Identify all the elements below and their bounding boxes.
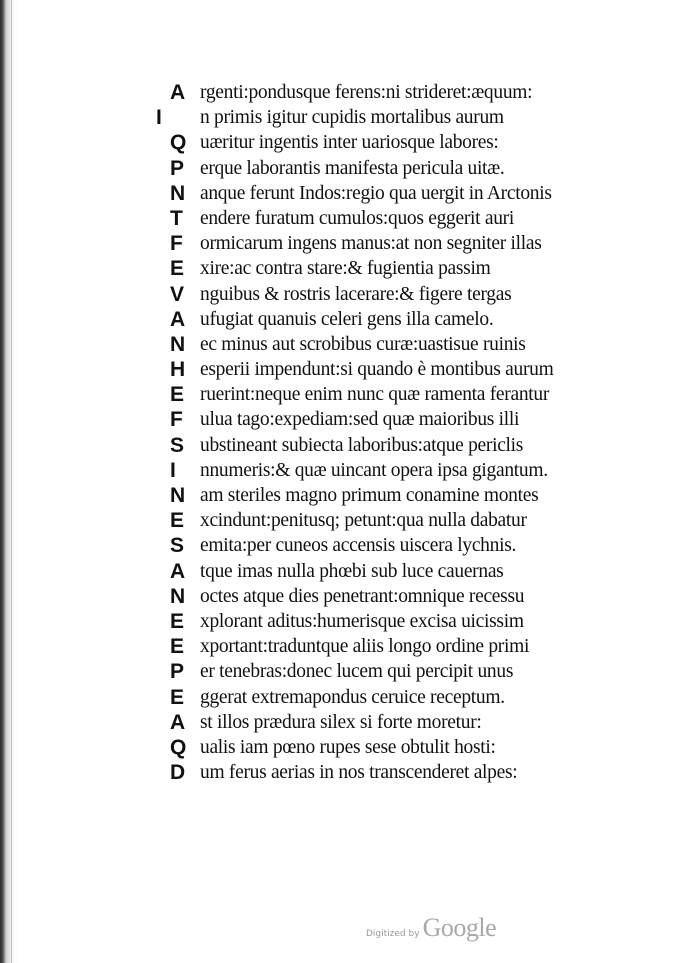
verse-initial-letter: E: [170, 609, 185, 633]
verse-line: [156, 634, 656, 659]
verse-line: [156, 130, 656, 155]
verse-line: [156, 307, 656, 332]
verse-initial-letter: S: [170, 534, 185, 558]
verse-text: ufugiat quanuis celeri gens illa camelo.: [200, 308, 494, 330]
verse-text: ormicarum ingens manus:at non segniter illas: [200, 233, 542, 255]
verse-line: [156, 760, 656, 785]
verse-text: anque ferunt Indos:regio qua uergit in Arctonis: [200, 182, 552, 204]
verse-text: xcindunt:penitusq; petunt:qua nulla dabatur: [200, 510, 527, 532]
verse-text: xportant:traduntque aliis longo ordine primi: [200, 636, 530, 658]
verse-text: uæritur ingentis inter uariosque labores:: [200, 132, 499, 154]
verse-text: er tenebras:donec lucem qui percipit unus: [200, 661, 514, 683]
verse-text: am steriles magno primum conamine montes: [200, 485, 539, 506]
verse-line: [156, 458, 656, 483]
verse-line: [156, 735, 656, 760]
verse-initial-letter: E: [170, 257, 185, 281]
verse-initial-letter: T: [170, 206, 183, 230]
verse-text: erque laborantis manifesta pericula uitæ.: [200, 157, 505, 179]
verse-line: [156, 609, 656, 634]
verse-line: [156, 231, 656, 256]
verse-line: [156, 80, 656, 105]
verse-initial-letter: I: [170, 458, 176, 482]
verse-line: [156, 433, 656, 458]
verse-initial-letter: N: [170, 181, 186, 205]
verse-text: octes atque dies penetrant:omnique recessu: [200, 585, 525, 607]
verse-text: rgenti:pondusque ferens:ni strideret:æquum:: [200, 82, 533, 103]
verse-line: [156, 256, 656, 281]
verse-line: [156, 533, 656, 558]
verse-text: emita:per cuneos accensis uiscera lychnis.: [200, 535, 517, 557]
poem-text-block: [156, 80, 656, 785]
page-binding-line: [11, 0, 12, 963]
verse-text: ubstineant subiecta laboribus:atque periclis: [200, 434, 524, 456]
verse-line: [156, 659, 656, 684]
verse-text: xplorant aditus:humerisque excisa uicissim: [200, 610, 524, 632]
verse-initial-letter: E: [170, 635, 185, 659]
verse-text: endere furatum cumulos:quos eggerit auri: [200, 207, 514, 229]
verse-text: ggerat extremapondus ceruice receptum.: [200, 686, 505, 708]
page-binding-edge: [0, 0, 18, 963]
verse-line: [156, 357, 656, 382]
verse-initial-letter: A: [170, 307, 186, 331]
verse-line: [156, 407, 656, 432]
verse-text: esperii impendunt:si quando è montibus aurum: [200, 359, 554, 381]
verse-text: um ferus aerias in nos transcenderet alpes:: [200, 762, 518, 784]
verse-line: [156, 584, 656, 609]
verse-initial-letter: A: [170, 81, 186, 104]
verse-text: ec minus aut scrobibus curæ:uastisue ruinis: [200, 333, 526, 355]
verse-text: st illos prædura silex si forte moretur:: [200, 711, 482, 733]
verse-text: ruerint:neque enim nunc quæ ramenta ferantur: [200, 384, 550, 406]
verse-line: [156, 206, 656, 231]
verse-text: nguibus & rostris lacerare:& figere tergas: [200, 283, 512, 305]
google-logo: Google: [422, 913, 497, 942]
verse-line: [156, 382, 656, 407]
verse-initial-letter: A: [170, 710, 186, 734]
verse-line: [156, 559, 656, 584]
verse-line: [156, 105, 656, 130]
verse-line: [156, 710, 656, 735]
verse-line: [156, 156, 656, 181]
verse-initial-letter: E: [170, 383, 185, 407]
verse-text: xire:ac contra stare:& fugientia passim: [200, 258, 491, 280]
verse-line: [156, 282, 656, 307]
verse-line: [156, 483, 656, 508]
verse-initial-letter: P: [170, 660, 185, 684]
verse-initial-letter: F: [170, 408, 183, 432]
digitization-credit: [366, 913, 496, 943]
verse-text: n primis igitur cupidis mortalibus aurum: [200, 107, 504, 129]
verse-initial-letter: N: [170, 332, 186, 356]
verse-text: ualis iam pœno rupes sese obtulit hosti:: [200, 736, 496, 758]
verse-initial-letter: E: [170, 685, 185, 709]
verse-line: [156, 332, 656, 357]
verse-initial-letter: E: [170, 509, 185, 533]
digitized-by-label: Digitized by: [366, 929, 420, 939]
verse-initial-letter: Q: [170, 131, 187, 155]
verse-line: [156, 181, 656, 206]
verse-text: tque imas nulla phœbi sub luce cauernas: [200, 560, 504, 582]
verse-line: [156, 685, 656, 710]
verse-text: ulua tago:expediam:sed quæ maioribus illi: [200, 409, 520, 431]
verse-initial-letter: N: [170, 584, 186, 608]
verse-initial-letter: N: [170, 484, 186, 507]
verse-initial-letter: I: [156, 106, 162, 130]
verse-initial-letter: V: [170, 282, 185, 306]
verse-initial-letter: A: [170, 559, 186, 583]
verse-initial-letter: D: [170, 761, 186, 785]
verse-initial-letter: F: [170, 232, 183, 256]
verse-line: [156, 508, 656, 533]
verse-initial-letter: S: [170, 433, 185, 457]
verse-initial-letter: P: [170, 156, 185, 180]
verse-initial-letter: Q: [170, 735, 187, 759]
verse-text: nnumeris:& quæ uincant opera ipsa gigantum.: [200, 459, 548, 481]
verse-initial-letter: H: [170, 358, 186, 382]
